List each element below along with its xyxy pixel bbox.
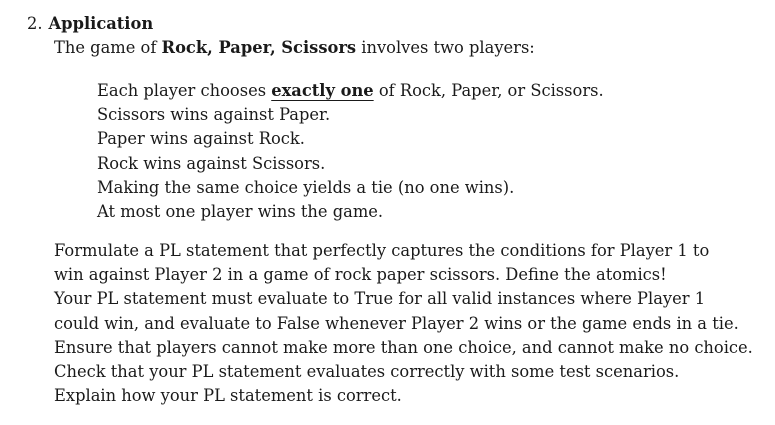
task-line: win against Player 2 in a game of rock paper scissors. Define the atomics! <box>54 265 667 285</box>
rule-line <box>97 79 604 103</box>
section-title: Application <box>48 14 154 33</box>
task-line: Your PL statement must evaluate to True for all valid instances where Player 1 <box>54 289 706 309</box>
rule-emphasis: exactly one <box>271 81 374 100</box>
rule-line: At most one player wins the game. <box>97 201 384 221</box>
task-line: Explain how your PL statement is correct. <box>54 386 402 406</box>
rules-list <box>97 79 604 224</box>
task-paragraph <box>54 239 759 408</box>
task-line: Formulate a PL statement that perfectly captures the conditions for Player 1 to <box>54 241 710 260</box>
intro-after: involves two players: <box>356 38 535 57</box>
game-name: Rock, Paper, Scissors <box>161 38 357 57</box>
rule-before: Each player chooses <box>97 81 272 100</box>
rule-after: of Rock, Paper, or Scissors. <box>373 81 604 100</box>
section-heading <box>27 12 153 36</box>
rule-line: Making the same choice yields a tie (no one wins). <box>97 177 515 197</box>
rule-line: Paper wins against Rock. <box>97 129 305 149</box>
intro-before: The game of <box>54 38 162 57</box>
rule-line: Scissors wins against Paper. <box>97 105 331 125</box>
task-line: could win, and evaluate to False whenever Player 2 wins or the game ends in a tie. <box>54 313 739 333</box>
task-line: Check that your PL statement evaluates correctly with some test scenarios. <box>54 361 680 381</box>
intro-sentence <box>54 36 535 60</box>
section-number: 2. <box>27 14 43 33</box>
rule-line: Rock wins against Scissors. <box>97 153 326 173</box>
task-line: Ensure that players cannot make more than one choice, and cannot make no choice. <box>54 337 753 357</box>
